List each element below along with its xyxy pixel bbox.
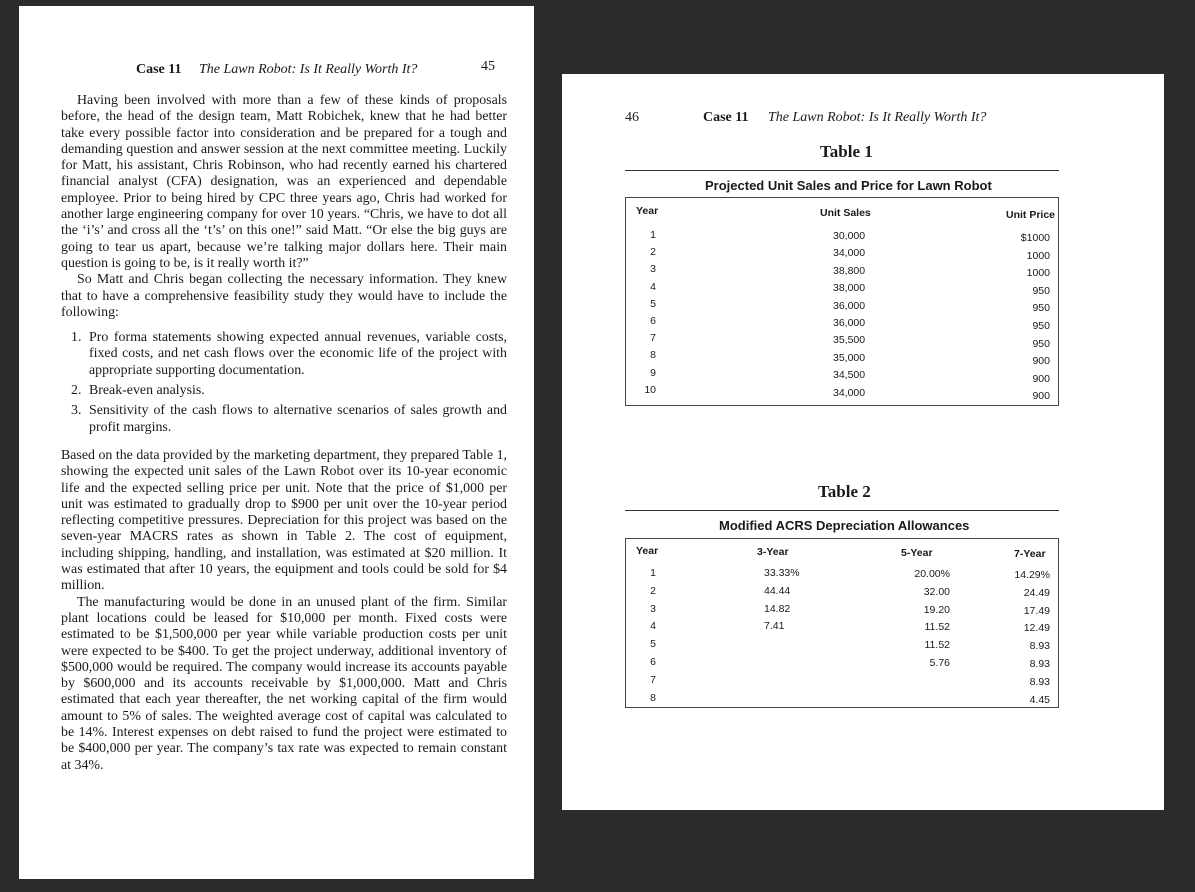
table2-cell-year: 3: [650, 602, 656, 615]
table2-top-rule: [625, 510, 1059, 511]
table2-cell-7-year: 17.49: [1023, 604, 1050, 617]
table1-cell-unit-price: 900: [1032, 390, 1050, 403]
paragraph: Having been involved with more than a few of these kinds of proposals before, the head of the design team, Matt Robichek, knew that he had better take every possible factor into consideration and be prepared for a tough and demanding question and answer session at the next committee meeting. Luckily for Matt, his assistant, Chris Robinson, who had recently earned his chartered financial analyst (CFA) designation, was an experienced and dependable employee. Prior to being hired by CPC three years ago, Chris had worked for another large engineering company for over 10 years. “Chris, we have to dot all the ‘i’s’ and cross all the ‘t’s’ on this one!” said Matt. “Or else the big guys are going to tear us apart, because we’re talking major dollars here. Their main question is going to be, is it really worth it?”: [61, 93, 507, 271]
table2-subtitle: Modified ACRS Depreciation Allowances: [719, 518, 970, 533]
table2-cell-year: 5: [650, 638, 656, 651]
table2-cell-7-year: 24.49: [1023, 586, 1050, 599]
table2-cell-3-year: 14.82: [764, 602, 791, 615]
table1-cell-year: 10: [644, 383, 656, 396]
table2-header-5-year: 5-Year: [901, 547, 933, 559]
table1-cell-unit-price: 950: [1032, 337, 1050, 350]
left-running-head: [136, 62, 417, 78]
table1-box: [625, 197, 1059, 406]
paragraph: So Matt and Chris began collecting the necessary information. They knew that to have a comprehensive feasibility study they would have to include the following:: [61, 272, 507, 320]
table2-cell-7-year: 4.45: [1029, 693, 1050, 706]
table1-cell-unit-sales: 35,000: [833, 351, 866, 364]
table2-cell-year: 1: [650, 567, 656, 579]
table1-cell-unit-sales: 38,800: [833, 264, 866, 277]
left-page-number: 45: [481, 59, 495, 74]
table1-cell-unit-sales: 34,000: [833, 386, 866, 399]
left-header-case: Case 11: [136, 62, 182, 77]
table1-cell-unit-sales: 34,500: [833, 369, 866, 382]
table2-cell-7-year: 14.29%: [1014, 569, 1050, 581]
table2-cell-3-year: 7.41: [764, 620, 785, 633]
table1-header-unit-sales: Unit Sales: [820, 207, 871, 219]
right-header-title: The Lawn Robot: Is It Really Worth It?: [768, 110, 987, 125]
table2-header-year: Year: [636, 545, 659, 557]
list-item-text: Sensitivity of the cash flows to alternative scenarios of sales growth and profit margins.: [89, 403, 507, 435]
table2-cell-year: 4: [650, 620, 656, 633]
table2-cell-year: 7: [650, 673, 656, 686]
right-header-case: Case 11: [703, 110, 749, 125]
table1-header-year: Year: [636, 205, 659, 217]
table1-cell-year: 1: [650, 229, 656, 241]
table1-cell-year: 9: [650, 366, 656, 379]
table2-cell-5-year: 5.76: [929, 657, 950, 669]
left-header-title: The Lawn Robot: Is It Really Worth It?: [199, 62, 418, 77]
table2-title: Table 2: [818, 482, 871, 501]
table1-cell-unit-price: 900: [1032, 355, 1050, 368]
paragraph: Based on the data provided by the marketing department, they prepared Table 1, showing the expected unit sales of the Lawn Robot over its 10-year economic life and the expected selling price per unit. Note that the price of $1,000 per unit was estimated to gradually drop to $900 per unit over the 10-year period reflecting competitive pressures. Depreciation for this project was based on the seven-year MACRS rates as shown in Table 2. The cost of equipment, including shipping, handling, and installation, was estimated at $20 million. It was estimated that after 10 years, the equipment and tools could be sold for $4 million.: [61, 447, 507, 594]
table2-cell-3-year: 33.33%: [764, 567, 800, 579]
left-page: [19, 6, 534, 879]
table1-cell-unit-price: 1000: [1026, 249, 1050, 262]
right-page-number: 46: [625, 110, 639, 125]
table2-cell-7-year: 8.93: [1029, 658, 1050, 670]
list-marker: 2.: [71, 383, 82, 399]
list-item-text: Pro forma statements showing expected annual revenues, variable costs, fixed costs, and net cash flows over the economic life of the project with appropriate supporting documentation.: [89, 330, 507, 378]
table1-cell-unit-sales: 36,000: [833, 299, 866, 312]
table2-cell-5-year: 11.52: [924, 639, 950, 652]
table1-cell-unit-sales: 36,000: [833, 317, 866, 329]
table1-cell-unit-sales: 35,500: [833, 334, 866, 347]
table1-cell-year: 4: [650, 280, 656, 293]
table2-cell-7-year: 12.49: [1023, 622, 1050, 635]
table1-cell-unit-price: $1000: [1020, 232, 1050, 244]
table2-cell-7-year: 8.93: [1029, 640, 1050, 653]
table2-cell-5-year: 11.52: [924, 621, 950, 634]
table2-header-3-year: 3-Year: [757, 546, 789, 558]
list-item-text: Break-even analysis.: [89, 383, 205, 399]
table2-cell-year: 6: [650, 656, 656, 668]
table1-cell-unit-price: 950: [1032, 320, 1050, 332]
list-marker: 1.: [71, 330, 82, 346]
table2-cell-3-year: 44.44: [764, 584, 791, 597]
table1-cell-year: 8: [650, 349, 656, 362]
list-item: [61, 403, 507, 436]
table1-cell-unit-price: 1000: [1026, 267, 1050, 280]
table2-header-7-year: 7-Year: [1014, 548, 1046, 560]
table1-cell-unit-sales: 30,000: [833, 230, 866, 242]
table1-cell-unit-sales: 38,000: [833, 282, 866, 295]
table1-header-unit-price: Unit Price: [1006, 209, 1056, 221]
table2-cell-7-year: 8.93: [1029, 675, 1050, 688]
table1-subtitle: Projected Unit Sales and Price for Lawn Robot: [705, 178, 992, 193]
table2-cell-5-year: 20.00%: [914, 568, 950, 580]
paragraph: The manufacturing would be done in an unused plant of the firm. Similar plant locations could be leased for $10,000 per month. Fixed costs were estimated to be $1,500,000 per year while variable production costs per unit were expected to be $400. To get the project underway, additional inventory of $500,000 would be required. The company would increase its accounts payable by $600,000 and its accounts receivable by $1,000,000. Matt and Chris estimated that each year thereafter, the net working capital of the firm would amount to 5% of sales. The weighted average cost of capital was calculated to be 14%. Interest expenses on debt raised to fund the project were estimated to be $400,000 per year. The company’s tax rate was expected to remain constant at 34%.: [61, 594, 507, 773]
table2-box: [625, 538, 1059, 708]
table1-cell-year: 5: [650, 297, 656, 310]
table1-cell-year: 3: [650, 263, 656, 276]
right-page: [562, 74, 1164, 810]
table2-cell-year: 2: [650, 584, 656, 597]
table2-cell-year: 8: [650, 691, 656, 704]
list-marker: 3.: [71, 403, 82, 419]
list-item: [61, 383, 507, 399]
table1-cell-year: 2: [650, 246, 656, 259]
table2-cell-5-year: 32.00: [923, 585, 950, 598]
table1-cell-unit-price: 900: [1032, 372, 1050, 385]
requirements-list: [61, 330, 507, 436]
left-body-text: [61, 93, 507, 774]
right-running-head: [703, 110, 986, 126]
list-item: [61, 330, 507, 379]
table1-cell-year: 6: [650, 315, 656, 327]
table1-top-rule: [625, 170, 1059, 171]
table1-title: Table 1: [820, 142, 873, 161]
table1-cell-year: 7: [650, 332, 656, 345]
table1-cell-unit-price: 950: [1032, 302, 1050, 315]
table2-cell-5-year: 19.20: [923, 603, 950, 616]
table1-cell-unit-price: 950: [1032, 284, 1050, 297]
table1-cell-unit-sales: 34,000: [833, 247, 866, 260]
